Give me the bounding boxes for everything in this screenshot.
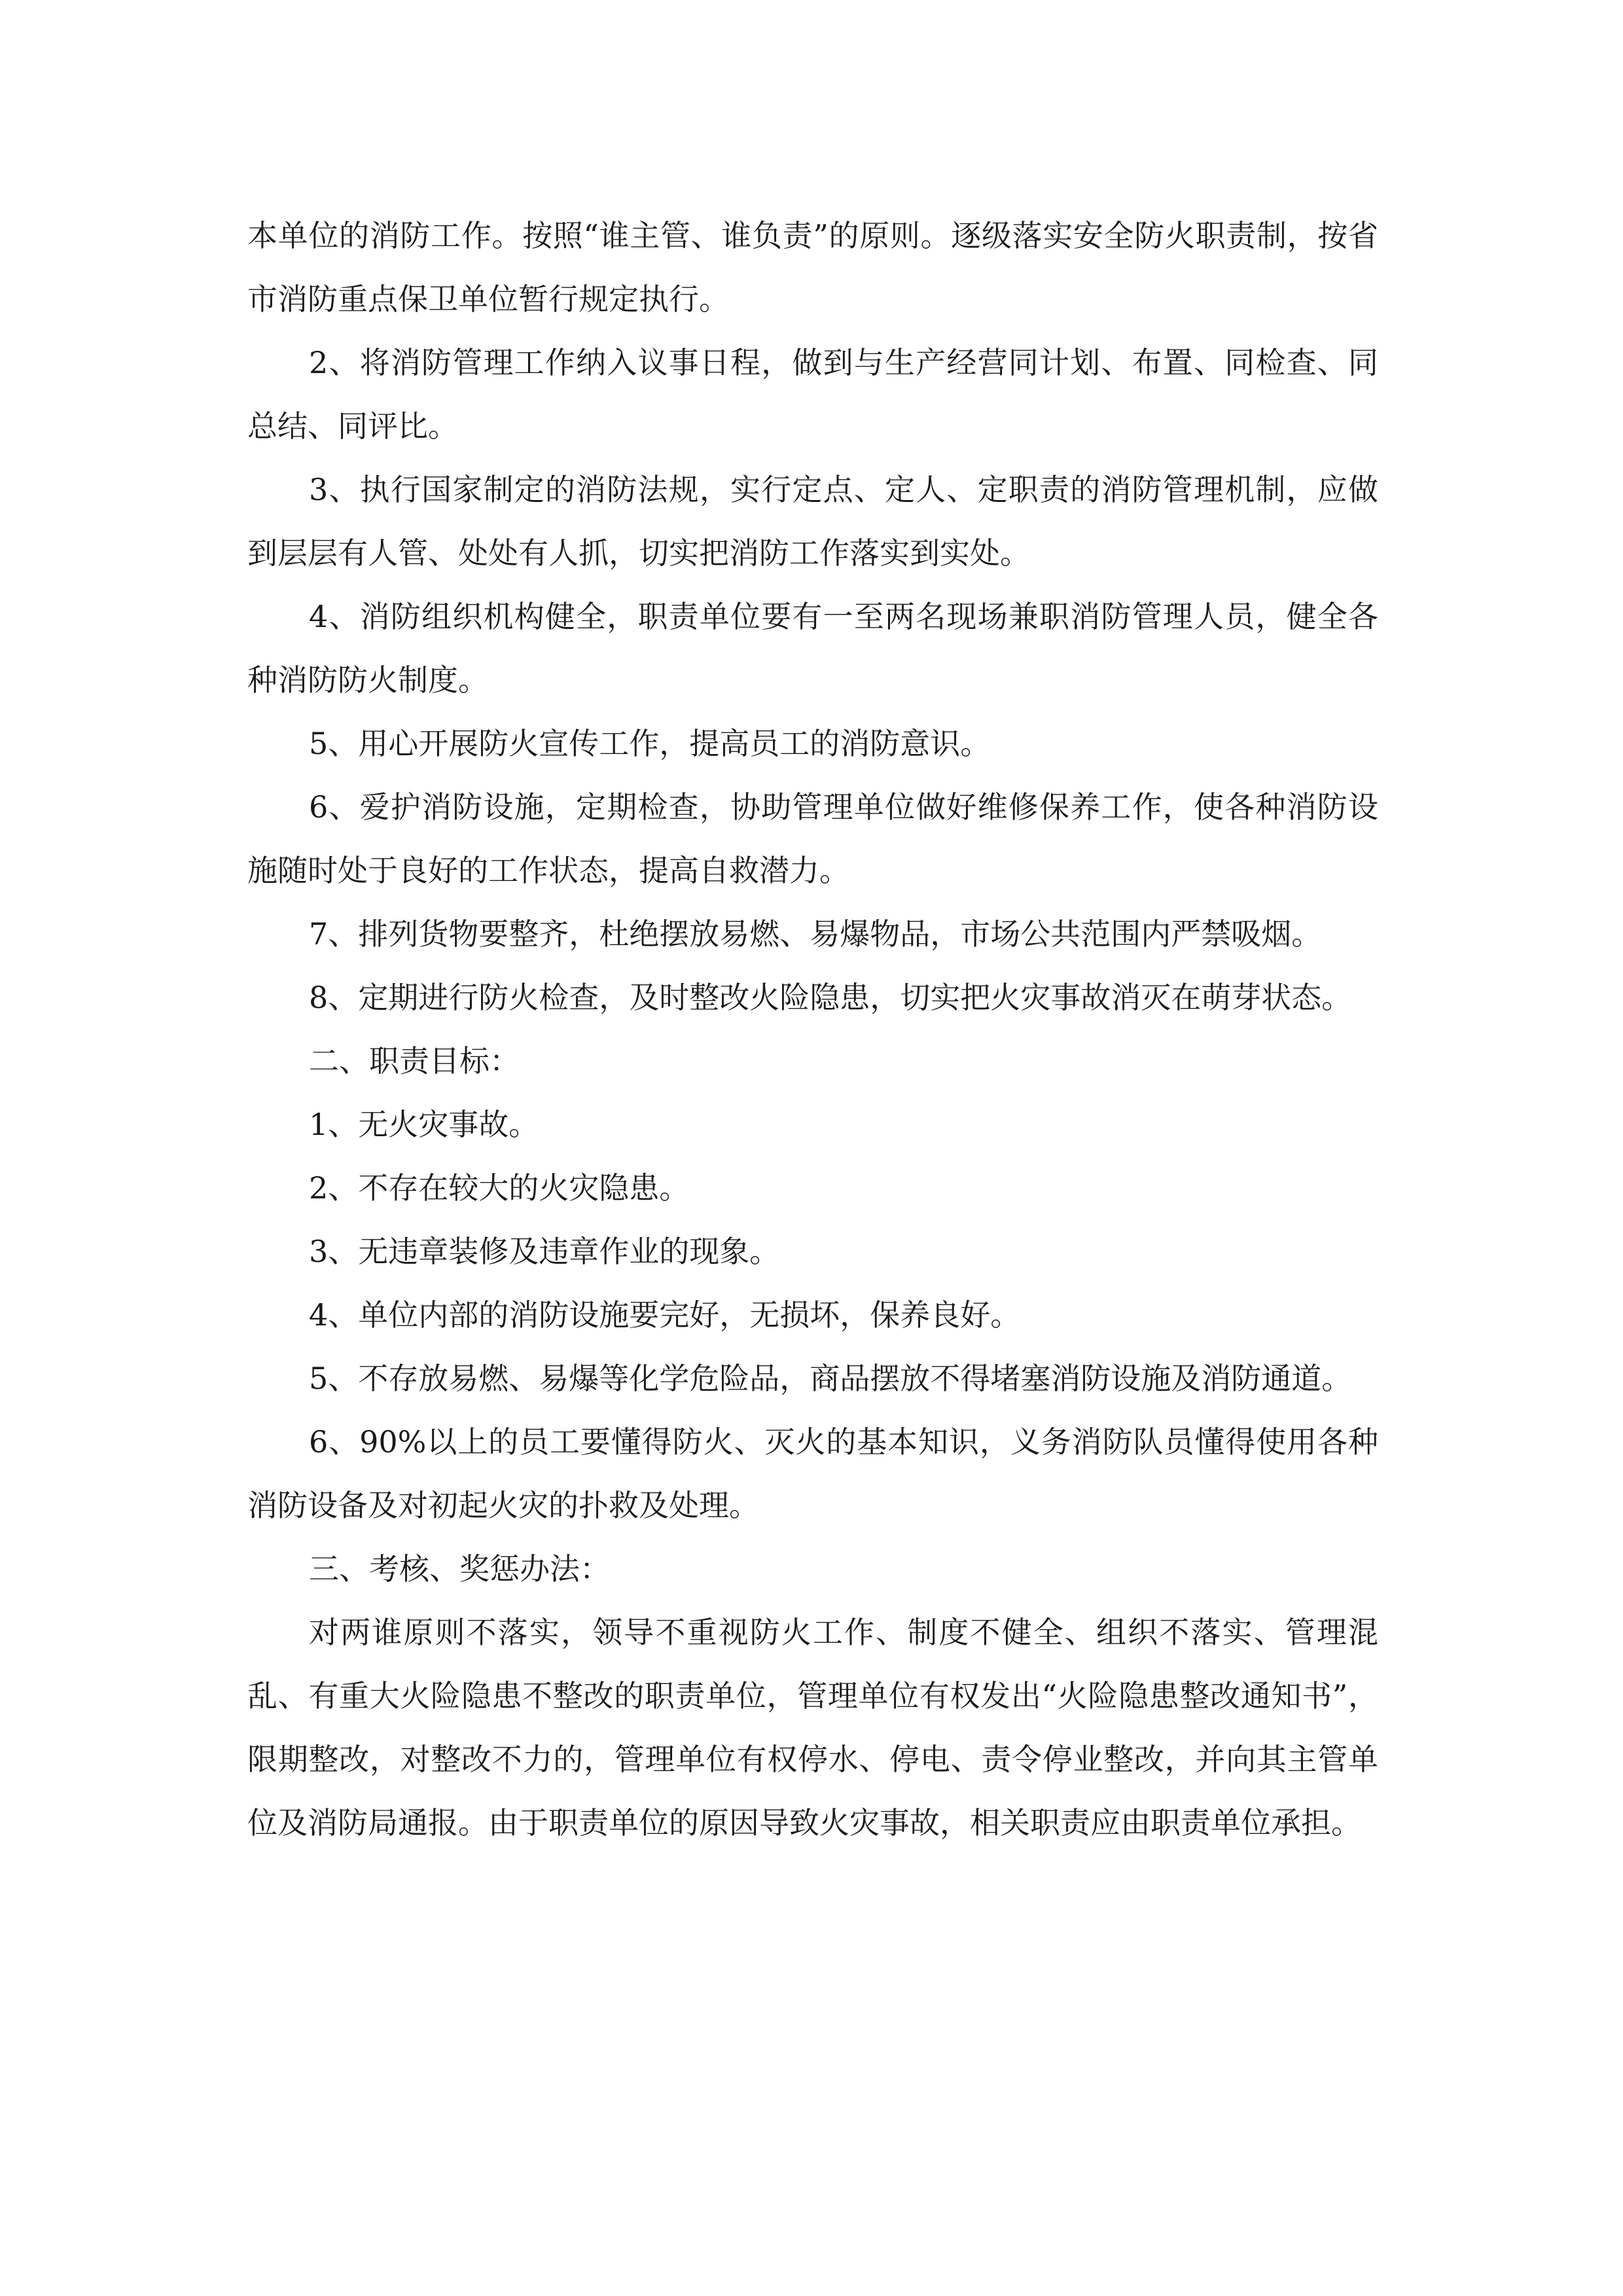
- goal-item-5: 5、不存放易燃、易爆等化学危险品，商品摆放不得堵塞消防设施及消防通道。: [309, 1361, 1352, 1396]
- section-heading-goals: 二、职责目标：: [309, 1043, 520, 1079]
- goal-item-2: 2、不存在较大的火灾隐患。: [309, 1170, 690, 1206]
- paragraph-item-6: 6、爱护消防设施，定期检查，协助管理单位做好维修保养工作，使各种消防设施随时处于良好的工作状态，提高自救潜力。: [247, 789, 1378, 888]
- paragraph-assessment-body: 对两谁原则不落实，领导不重视防火工作、制度不健全、组织不落实、管理混乱、有重大火险隐患不整改的职责单位，管理单位有权发出“火险隐患整改通知书”，限期整改，对整改不力的，管理单位有权停水、停电、责令停业整改，并向其主管单位及消防局通报。由于职责单位的原因导致火灾事故，相关职责应由职责单位承担。: [247, 1615, 1378, 1840]
- goal-item-4: 4、单位内部的消防设施要完好，无损坏，保养良好。: [309, 1297, 1021, 1333]
- goal-item-6: 6、90%以上的员工要懂得防火、灭火的基本知识，义务消防队员懂得使用各种消防设备及对初起火灾的扑救及处理。: [247, 1424, 1378, 1523]
- paragraph-item-4: 4、消防组织机构健全，职责单位要有一至两名现场兼职消防管理人员，健全各种消防防火制度。: [247, 599, 1378, 698]
- paragraph-intro-continuation: 本单位的消防工作。按照“谁主管、谁负责”的原则。逐级落实安全防火职责制，按省市消防重点保卫单位暂行规定执行。: [247, 218, 1378, 317]
- goal-item-1: 1、无火灾事故。: [309, 1107, 539, 1142]
- paragraph-item-8: 8、定期进行防火检查，及时整改火险隐患，切实把火灾事故消灭在萌芽状态。: [309, 980, 1352, 1015]
- paragraph-item-7: 7、排列货物要整齐，杜绝摆放易燃、易爆物品，市场公共范围内严禁吸烟。: [309, 916, 1322, 952]
- section-heading-assessment: 三、考核、奖惩办法：: [309, 1551, 610, 1587]
- paragraph-item-3: 3、执行国家制定的消防法规，实行定点、定人、定职责的消防管理机制，应做到层层有人管、处处有人抓，切实把消防工作落实到实处。: [247, 472, 1378, 571]
- paragraph-item-5: 5、用心开展防火宣传工作，提高员工的消防意识。: [309, 726, 991, 761]
- document-body: [247, 204, 1378, 1855]
- paragraph-item-2: 2、将消防管理工作纳入议事日程，做到与生产经营同计划、布置、同检查、同总结、同评比。: [247, 345, 1378, 444]
- goal-item-3: 3、无违章装修及违章作业的现象。: [309, 1234, 780, 1269]
